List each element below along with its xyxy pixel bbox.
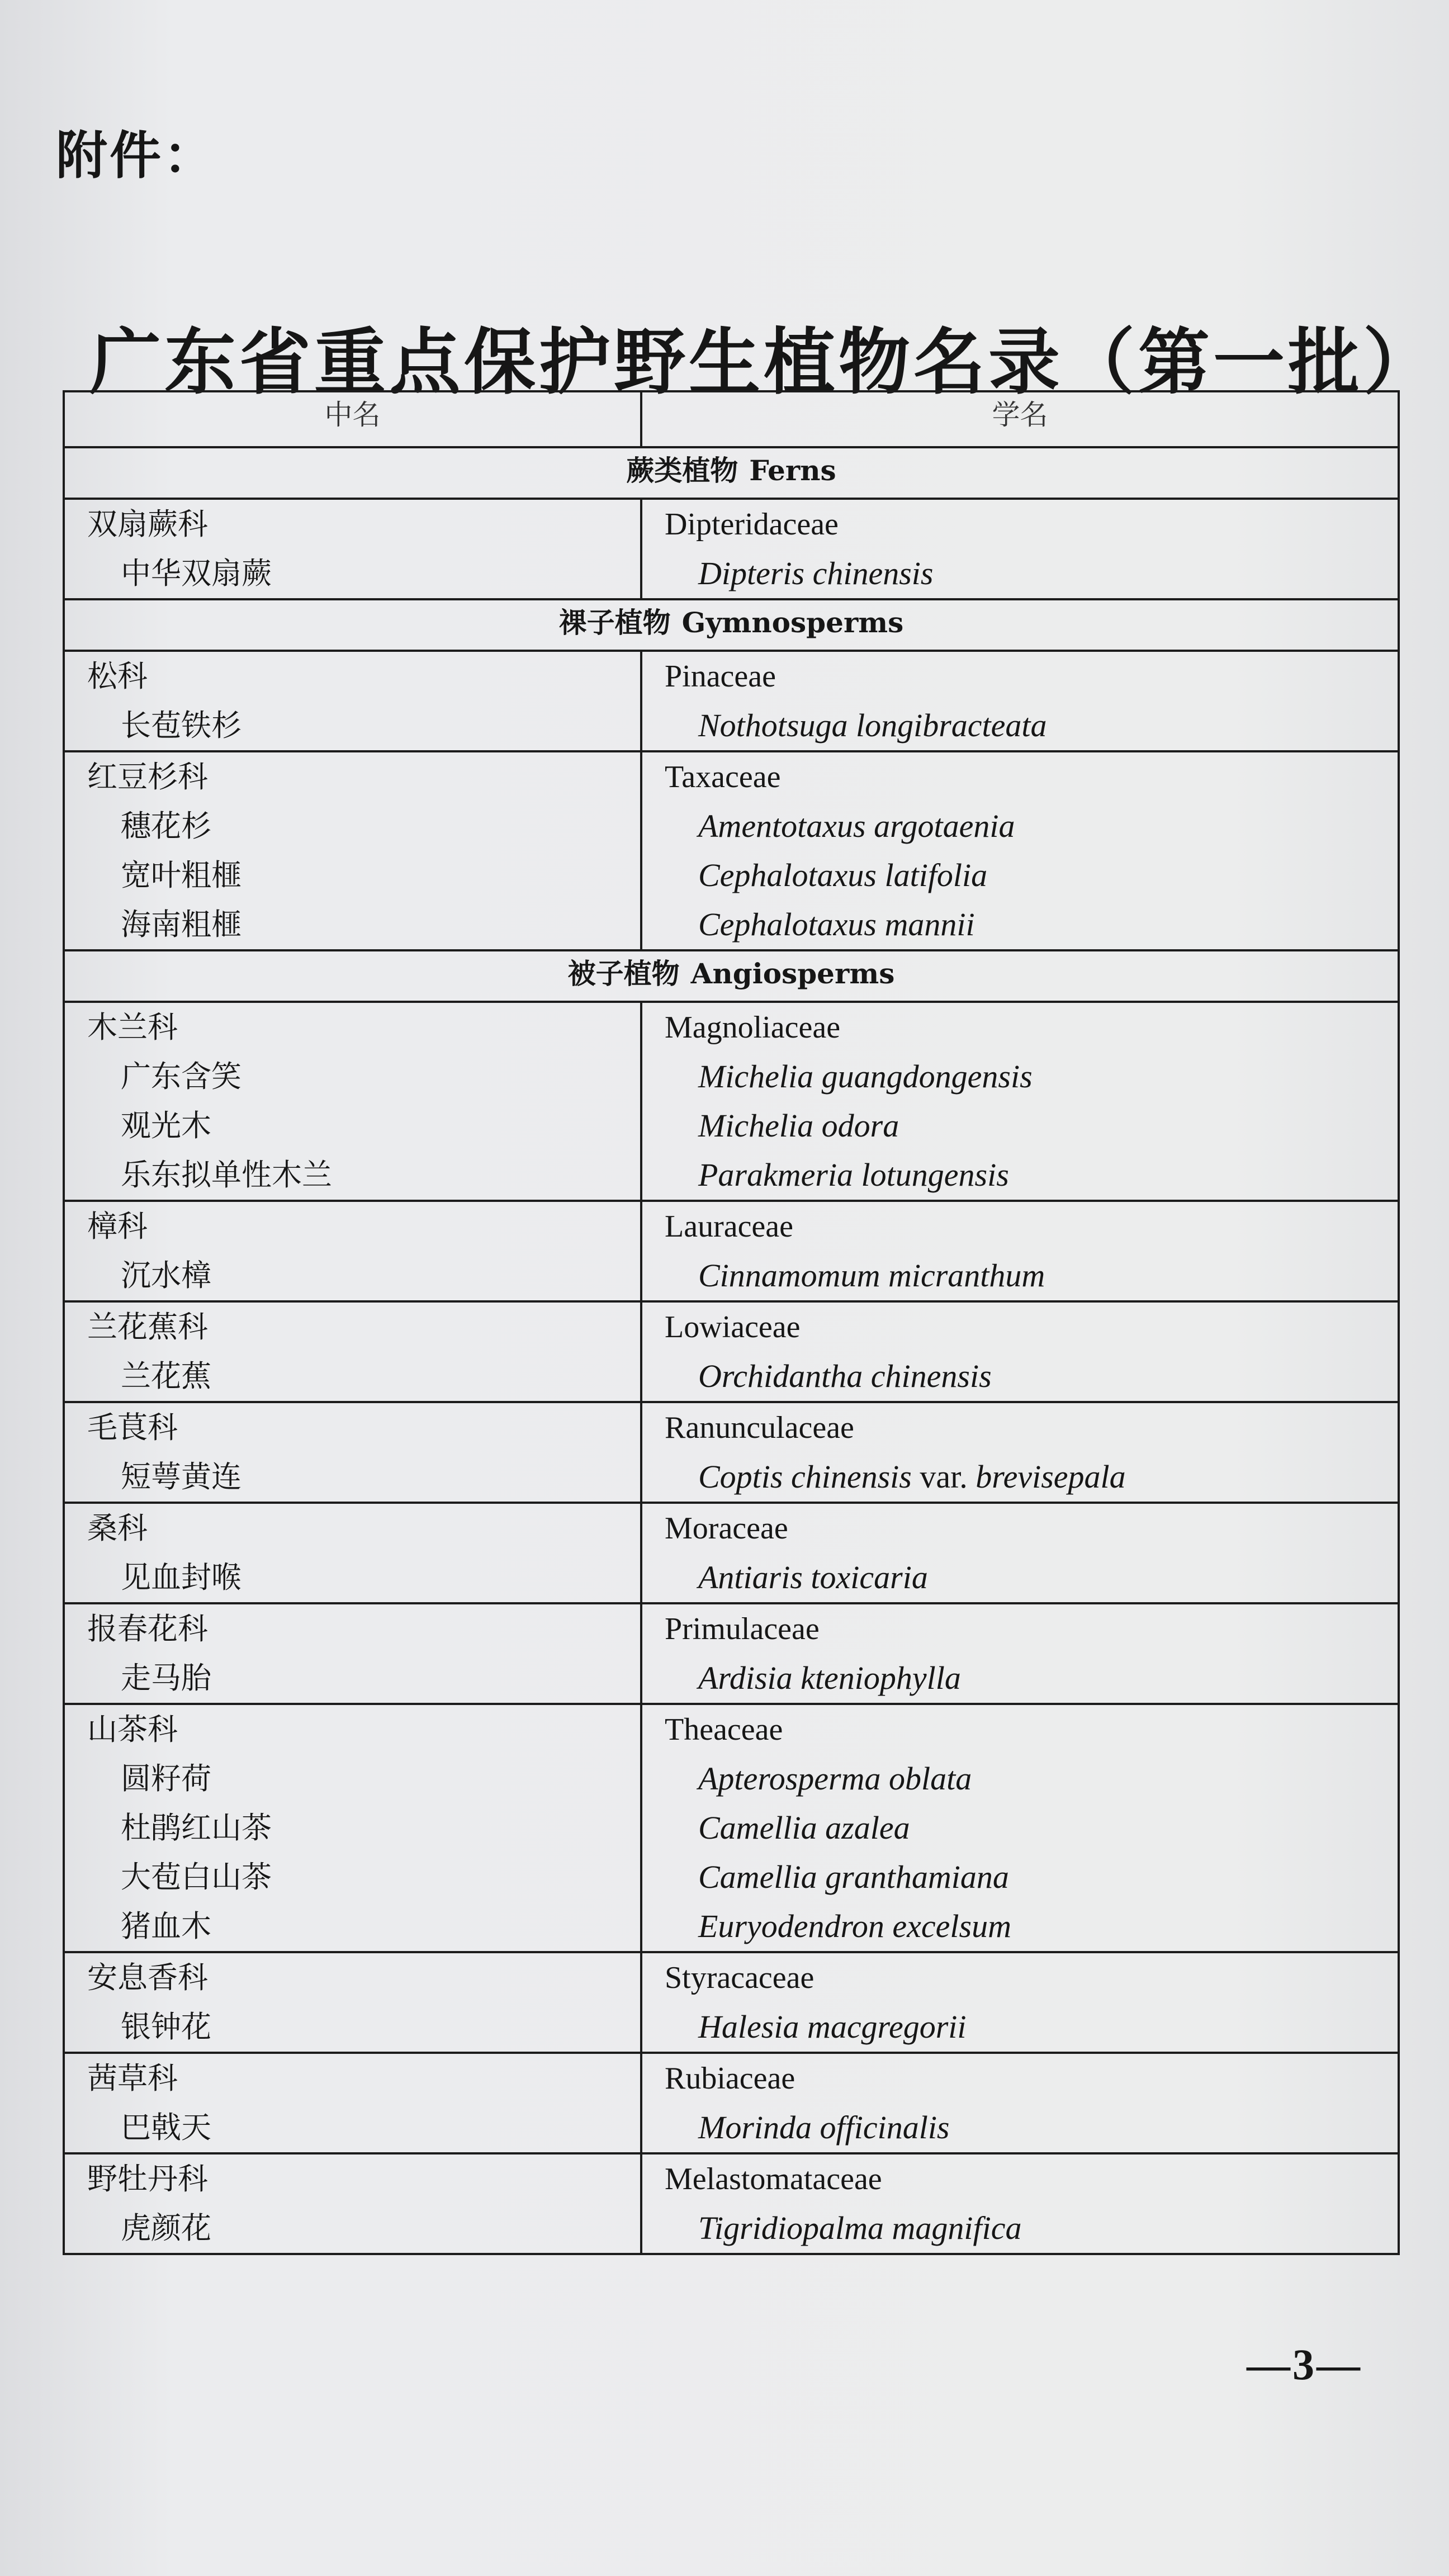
- section-row: [64, 447, 1399, 499]
- species-binomial: Coptis chinensis: [698, 1459, 912, 1495]
- family-row: [64, 1952, 1399, 2053]
- species-chinese-name: 长苞铁杉: [121, 708, 242, 743]
- section-name-chinese: 祼子植物: [558, 607, 671, 639]
- chinese-name-cell: [64, 1704, 641, 1952]
- species-chinese-name: 杜鹃红山茶: [121, 1810, 272, 1845]
- scientific-name-cell: [641, 1301, 1399, 1402]
- family-chinese-name: 红豆杉科: [87, 759, 208, 794]
- species-binomial: Amentotaxus argotaenia: [698, 808, 1015, 844]
- family-scientific-name: Pinaceae: [665, 659, 776, 694]
- family-scientific-name: Taxaceae: [665, 760, 781, 794]
- chinese-name-cell: [64, 1301, 641, 1402]
- species-scientific-name: [642, 1251, 1398, 1300]
- family-row: [64, 1301, 1399, 1402]
- family-scientific-name: Rubiaceae: [665, 2061, 795, 2096]
- species-scientific-name: [642, 701, 1398, 750]
- section-name-english: Ferns: [749, 454, 836, 487]
- species-chinese-name: 虎颜花: [121, 2210, 211, 2246]
- chinese-name-cell: [64, 1503, 641, 1603]
- species-binomial: Nothotsuga longibracteata: [698, 707, 1047, 744]
- scientific-name-cell: [641, 751, 1399, 950]
- species-chinese-name: 穗花杉: [121, 808, 211, 844]
- scientific-name-cell: [641, 1201, 1399, 1301]
- family-scientific-name: Lauraceae: [665, 1209, 793, 1244]
- family-row: [64, 751, 1399, 950]
- species-chinese-name: 海南粗榧: [121, 907, 242, 942]
- species-binomial: Cephalotaxus mannii: [698, 906, 975, 943]
- species-chinese-name: 大苞白山茶: [121, 1859, 272, 1895]
- chinese-name-cell: [64, 2153, 641, 2254]
- species-binomial: Michelia guangdongensis: [698, 1058, 1033, 1095]
- family-scientific-name: Lowiaceae: [665, 1310, 801, 1344]
- family-chinese-name: 木兰科: [87, 1010, 178, 1045]
- family-scientific-name: Dipteridaceae: [665, 507, 839, 542]
- family-row: [64, 2053, 1399, 2153]
- species-scientific-name: [642, 2103, 1398, 2152]
- species-chinese-name: 巴戟天: [121, 2110, 211, 2145]
- species-chinese-name: 观光木: [121, 1108, 211, 1143]
- species-chinese-name: 猪血木: [121, 1909, 211, 1944]
- family-row: [64, 1201, 1399, 1301]
- header-scientific-name: 学名: [641, 391, 1399, 447]
- species-chinese-name: 沉水樟: [121, 1258, 211, 1293]
- scientific-name-cell: [641, 2053, 1399, 2153]
- section-name-english: Angiosperms: [690, 957, 895, 990]
- species-chinese-name: 广东含笑: [121, 1059, 242, 1094]
- species-binomial: Halesia macgregorii: [698, 2009, 967, 2045]
- family-chinese-name: 兰花蕉科: [87, 1309, 208, 1344]
- species-chinese-name: 银钟花: [121, 2009, 211, 2044]
- species-chinese-name: 兰花蕉: [121, 1358, 211, 1394]
- family-chinese-name: 松科: [87, 659, 148, 694]
- species-scientific-name: [642, 1052, 1398, 1101]
- species-rank: var.: [920, 1459, 968, 1495]
- family-chinese-name: 报春花科: [87, 1611, 208, 1646]
- table-header-row: [64, 391, 1399, 447]
- family-chinese-name: 山茶科: [87, 1712, 178, 1747]
- chinese-name-cell: [64, 1603, 641, 1704]
- chinese-name-cell: [64, 499, 641, 599]
- family-chinese-name: 桑科: [87, 1510, 148, 1546]
- header-chinese-name: 中名: [64, 391, 641, 447]
- section-name-chinese: 蕨类植物: [626, 454, 738, 487]
- chinese-name-cell: [64, 1402, 641, 1503]
- chinese-name-cell: [64, 1002, 641, 1201]
- scientific-name-cell: [641, 1402, 1399, 1503]
- species-binomial: Camellia azalea: [698, 1810, 910, 1846]
- scientific-name-cell: [641, 651, 1399, 751]
- species-scientific-name: [642, 851, 1398, 900]
- species-chinese-name: 见血封喉: [121, 1560, 242, 1595]
- family-row: [64, 1704, 1399, 1952]
- species-scientific-name: [642, 1452, 1398, 1502]
- species-binomial: Dipteris chinensis: [698, 555, 934, 591]
- family-scientific-name: Theaceae: [665, 1712, 783, 1747]
- family-row: [64, 1402, 1399, 1503]
- family-row: [64, 1002, 1399, 1201]
- chinese-name-cell: [64, 751, 641, 950]
- family-chinese-name: 安息香科: [87, 1960, 208, 1995]
- species-scientific-name: [642, 1654, 1398, 1703]
- scientific-name-cell: [641, 1603, 1399, 1704]
- species-binomial: Camellia granthamiana: [698, 1859, 1009, 1895]
- species-scientific-name: [642, 802, 1398, 851]
- scientific-name-cell: [641, 1952, 1399, 2053]
- section-row: [64, 950, 1399, 1002]
- chinese-name-cell: [64, 1952, 641, 2053]
- scientific-name-cell: [641, 1503, 1399, 1603]
- species-scientific-name: [642, 1754, 1398, 1803]
- species-binomial: Cinnamomum micranthum: [698, 1257, 1045, 1294]
- family-chinese-name: 毛茛科: [87, 1410, 178, 1445]
- species-scientific-name: [642, 1902, 1398, 1951]
- species-binomial: Euryodendron excelsum: [698, 1908, 1011, 1944]
- family-row: [64, 651, 1399, 751]
- species-scientific-name: [642, 900, 1398, 949]
- species-binomial: Orchidantha chinensis: [698, 1358, 992, 1394]
- species-chinese-name: 走马胎: [121, 1660, 211, 1696]
- species-chinese-name: 圆籽荷: [121, 1761, 211, 1796]
- family-row: [64, 2153, 1399, 2254]
- family-scientific-name: Primulaceae: [665, 1612, 820, 1646]
- family-chinese-name: 茜草科: [87, 2061, 178, 2096]
- species-infraspecific: brevisepala: [976, 1459, 1126, 1495]
- family-chinese-name: 双扇蕨科: [87, 506, 208, 542]
- section-name-english: Gymnosperms: [681, 606, 904, 639]
- species-scientific-name: [642, 1352, 1398, 1401]
- document-title: 广东省重点保护野生植物名录（第一批）: [89, 321, 1438, 404]
- chinese-name-cell: [64, 1201, 641, 1301]
- page-number: —3—: [1247, 2340, 1362, 2389]
- scientific-name-cell: [641, 2153, 1399, 2254]
- section-name-chinese: 被子植物: [567, 958, 680, 990]
- species-scientific-name: [642, 1150, 1398, 1200]
- chinese-name-cell: [64, 651, 641, 751]
- species-binomial: Michelia odora: [698, 1107, 899, 1144]
- species-scientific-name: [642, 1553, 1398, 1602]
- species-chinese-name: 短萼黄连: [121, 1459, 242, 1494]
- section-heading: [64, 599, 1399, 651]
- attachment-label: 附件：: [56, 126, 217, 186]
- plant-list-table: [63, 390, 1400, 2255]
- family-row: [64, 1603, 1399, 1704]
- chinese-name-cell: [64, 2053, 641, 2153]
- family-chinese-name: 樟科: [87, 1209, 148, 1244]
- scientific-name-cell: [641, 499, 1399, 599]
- species-binomial: Ardisia kteniophylla: [698, 1660, 961, 1696]
- family-scientific-name: Styracaceae: [665, 1961, 815, 1995]
- species-chinese-name: 宽叶粗榧: [121, 858, 242, 893]
- family-chinese-name: 野牡丹科: [87, 2161, 208, 2196]
- family-row: [64, 499, 1399, 599]
- species-scientific-name: [642, 549, 1398, 598]
- species-binomial: Cephalotaxus latifolia: [698, 857, 988, 893]
- scientific-name-cell: [641, 1002, 1399, 1201]
- species-scientific-name: [642, 1101, 1398, 1150]
- species-binomial: Parakmeria lotungensis: [698, 1157, 1009, 1193]
- family-scientific-name: Melastomataceae: [665, 2162, 882, 2196]
- species-binomial: Morinda officinalis: [698, 2109, 950, 2146]
- species-binomial: Tigridiopalma magnifica: [698, 2210, 1022, 2246]
- species-scientific-name: [642, 1853, 1398, 1902]
- species-chinese-name: 乐东拟单性木兰: [121, 1157, 332, 1192]
- family-scientific-name: Moraceae: [665, 1511, 788, 1546]
- section-row: [64, 599, 1399, 651]
- family-scientific-name: Ranunculaceae: [665, 1410, 854, 1445]
- species-scientific-name: [642, 1803, 1398, 1853]
- species-chinese-name: 中华双扇蕨: [121, 556, 272, 591]
- section-heading: [64, 950, 1399, 1002]
- species-scientific-name: [642, 2204, 1398, 2253]
- family-scientific-name: Magnoliaceae: [665, 1010, 841, 1045]
- scientific-name-cell: [641, 1704, 1399, 1952]
- section-heading: [64, 447, 1399, 499]
- species-scientific-name: [642, 2002, 1398, 2052]
- species-binomial: Antiaris toxicaria: [698, 1559, 928, 1595]
- family-row: [64, 1503, 1399, 1603]
- table-body: [64, 447, 1399, 2254]
- species-binomial: Apterosperma oblata: [698, 1760, 972, 1797]
